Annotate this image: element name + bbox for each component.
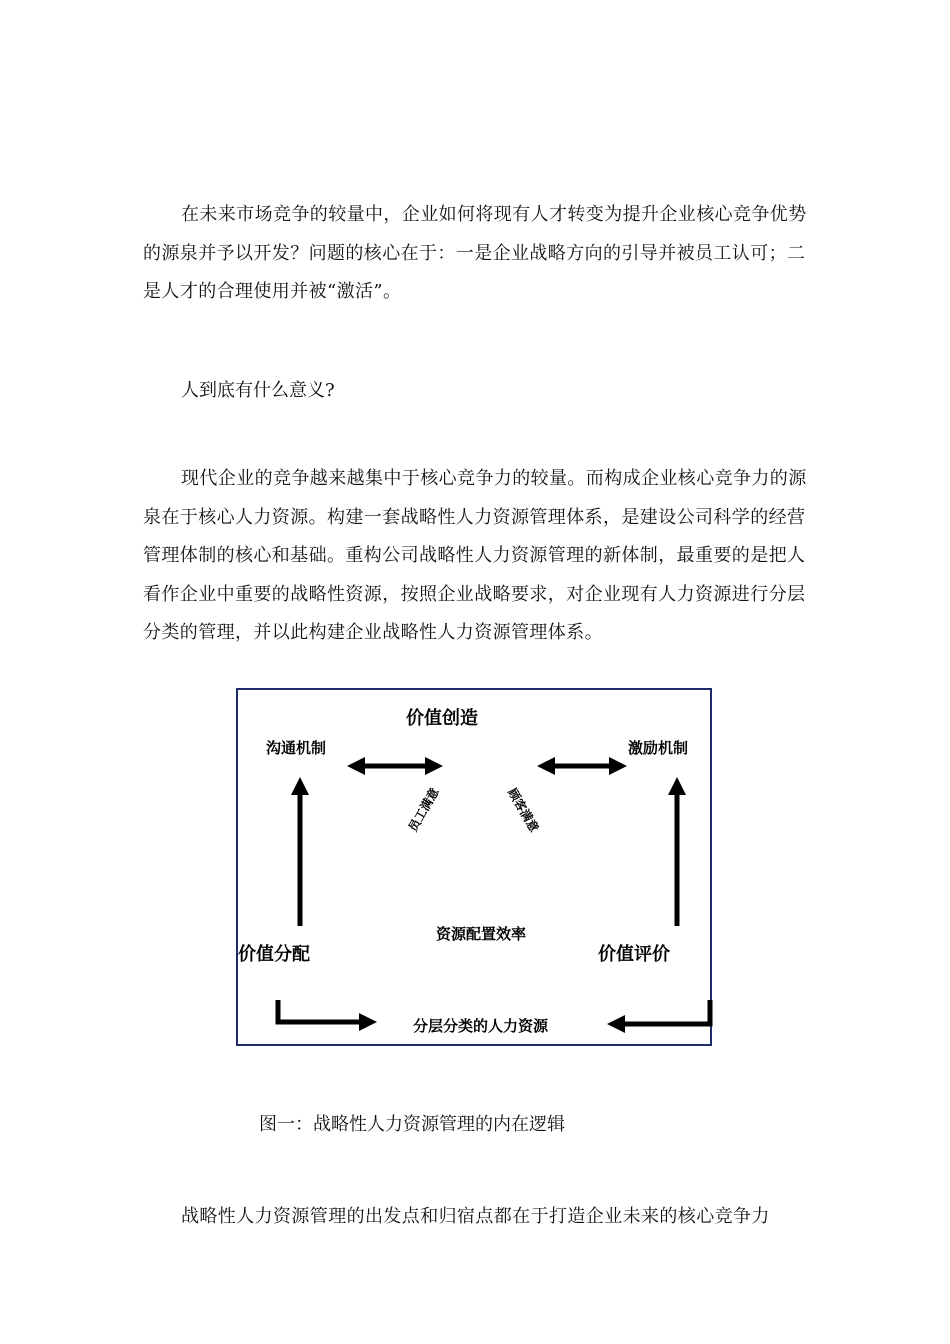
value-creation-label: 价值创造 xyxy=(406,708,478,729)
strategic-hrm-diagram xyxy=(236,688,712,1046)
incentive-mechanism-label: 激励机制 xyxy=(628,739,689,757)
value-evaluation-label: 价值评价 xyxy=(598,944,670,965)
communication-mechanism-label: 沟通机制 xyxy=(266,739,327,757)
bottom-left-arrow xyxy=(278,1000,368,1022)
value-distribution-label: 价值分配 xyxy=(238,944,310,965)
employee-satisfaction-label: 员工满意 xyxy=(405,785,442,834)
paragraph-core-competence: 现代企业的竞争越来越集中于核心竞争力的较量。而构成企业核心竞争力的源泉在于核心人力资源。构建一套战略性人力资源管理体系，是建设公司科学的经营管理体制的核心和基础。重构公司战略性人力资源管理的新体制，最重要的是把人看作企业中重要的战略性资源，按照企业战略要求，对企业现有人力资源进行分层分类的管理，并以此构建企业战略性人力资源管理体系。 xyxy=(143,468,807,643)
resource-allocation-efficiency-label: 资源配置效率 xyxy=(436,925,527,943)
figure-caption: 图一：战略性人力资源管理的内在逻辑 xyxy=(259,1114,565,1135)
customer-satisfaction-label: 顾客满意 xyxy=(505,786,542,835)
paragraph-question: 人到底有什么意义? xyxy=(181,380,335,401)
bottom-right-arrow xyxy=(616,1000,710,1024)
paragraph-starting-point: 战略性人力资源管理的出发点和归宿点都在于打造企业未来的核心竞争力 xyxy=(181,1206,770,1227)
paragraph-intro: 在未来市场竞争的较量中，企业如何将现有人才转变为提升企业核心竞争优势的源泉并予以开发？问题的核心在于：一是企业战略方向的引导并被员工认可；二是人才的合理使用并被“激活”。 xyxy=(143,204,807,302)
layered-hr-label: 分层分类的人力资源 xyxy=(413,1017,549,1035)
